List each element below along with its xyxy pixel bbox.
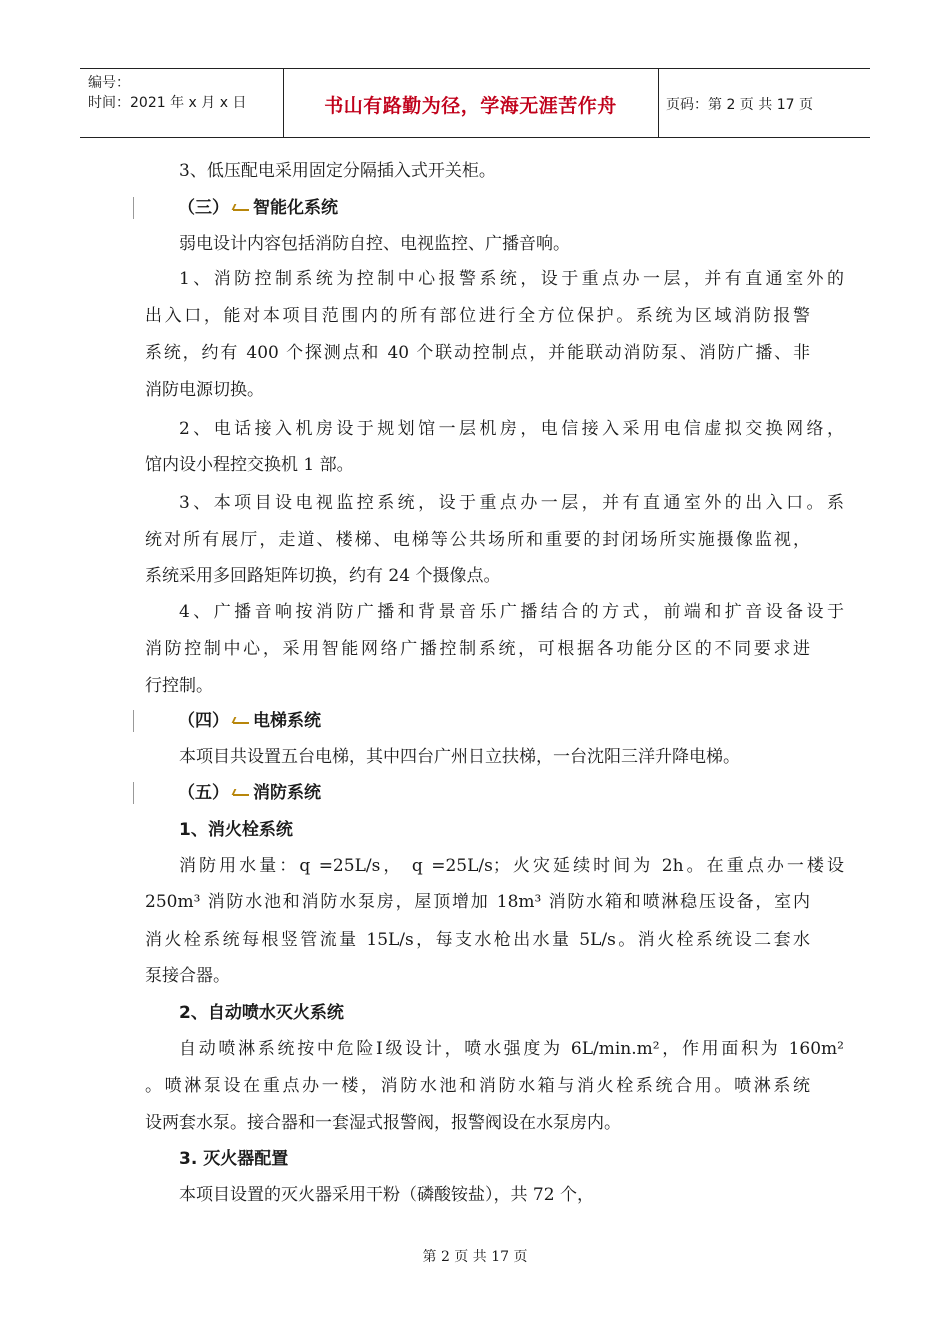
paragraph-line: 本项目共设置五台电梯，其中四台广州日立扶梯，一台沈阳三洋升降电梯。 bbox=[179, 747, 740, 767]
page-header bbox=[80, 68, 870, 138]
paragraph-line: 3、低压配电采用固定分隔插入式开关柜。 bbox=[179, 161, 496, 181]
paragraph-line: 4、广播音响按消防广播和背景音乐广播结合的方式，前端和扩音设备设于 bbox=[179, 602, 844, 622]
section-heading-intelligent bbox=[178, 197, 338, 219]
paragraph-line: 自动喷淋系统按中危险Ⅰ级设计，喷水强度为 6L/min.m²，作用面积为 160m² bbox=[179, 1039, 844, 1059]
section-number: （四） bbox=[178, 711, 229, 731]
paragraph-line: 出入口，能对本项目范围内的所有部位进行全方位保护。系统为区域消防报警 bbox=[145, 306, 810, 326]
section-number: （五） bbox=[178, 783, 229, 803]
section-heading-elevator bbox=[178, 710, 321, 732]
time-label: 时间：2021 年 x 月 x 日 bbox=[88, 95, 247, 111]
comment-arrow-icon bbox=[231, 715, 251, 727]
section-title: 消防系统 bbox=[253, 783, 321, 803]
paragraph-line: 系统，约有 400 个探测点和 40 个联动控制点，并能联动消防泵、消防广播、非 bbox=[145, 343, 810, 363]
paragraph-line: 设两套水泵。接合器和一套湿式报警阀，报警阀设在水泵房内。 bbox=[145, 1113, 621, 1133]
paragraph-line: 消防控制中心，采用智能网络广播控制系统，可根据各功能分区的不同要求进 bbox=[145, 639, 810, 659]
paragraph-line: 2、电话接入机房设于规划馆一层机房，电信接入采用电信虚拟交换网络， bbox=[179, 419, 844, 439]
subsection-heading: 3. 灭火器配置 bbox=[179, 1149, 289, 1169]
paragraph-line: 弱电设计内容包括消防自控、电视监控、广播音响。 bbox=[179, 234, 570, 254]
section-title: 电梯系统 bbox=[253, 711, 321, 731]
paragraph-line: 泵接合器。 bbox=[145, 966, 230, 986]
paragraph-line: 消防电源切换。 bbox=[145, 380, 264, 400]
section-heading-fire bbox=[178, 782, 321, 804]
paragraph-line: 消火栓系统每根竖管流量 15L/s，每支水枪出水量 5L/s。消火栓系统设二套水 bbox=[145, 930, 810, 950]
paragraph-line: 1、消防控制系统为控制中心报警系统，设于重点办一层，并有直通室外的 bbox=[179, 269, 844, 289]
header-motto: 书山有路勤为径，学海无涯苦作舟 bbox=[324, 95, 617, 117]
revision-marker bbox=[133, 197, 134, 219]
header-divider bbox=[658, 69, 659, 137]
paragraph-line: 本项目设置的灭火器采用干粉（磷酸铵盐），共 72 个， bbox=[179, 1185, 594, 1205]
revision-marker bbox=[133, 710, 134, 732]
comment-arrow-icon bbox=[231, 787, 251, 799]
comment-arrow-icon bbox=[231, 202, 251, 214]
header-page-info: 页码：第 2 页 共 17 页 bbox=[666, 97, 813, 113]
header-meta bbox=[88, 73, 278, 113]
paragraph-line: 行控制。 bbox=[145, 676, 213, 696]
section-number: （三） bbox=[178, 198, 229, 218]
paragraph-line: 3、本项目设电视监控系统，设于重点办一层，并有直通室外的出入口。系 bbox=[179, 493, 844, 513]
page-footer: 第 2 页 共 17 页 bbox=[422, 1249, 528, 1265]
paragraph-line: 。喷淋泵设在重点办一楼，消防水池和消防水箱与消火栓系统合用。喷淋系统 bbox=[145, 1076, 810, 1096]
paragraph-line: 系统采用多回路矩阵切换，约有 24 个摄像点。 bbox=[145, 566, 501, 586]
paragraph-line: 馆内设小程控交换机 1 部。 bbox=[145, 455, 354, 475]
paragraph-line: 统对所有展厅，走道、楼梯、电梯等公共场所和重要的封闭场所实施摄像监视， bbox=[145, 530, 810, 550]
number-label: 编号： bbox=[88, 75, 130, 91]
subsection-heading: 1、消火栓系统 bbox=[179, 820, 293, 840]
paragraph-line: 250m³ 消防水池和消防水泵房，屋顶增加 18m³ 消防水箱和喷淋稳压设备，室内 bbox=[145, 892, 810, 912]
revision-marker bbox=[133, 782, 134, 804]
paragraph-line: 消防用水量：q =25L/s， q =25L/s；火灾延续时间为 2h。在重点办一楼设 bbox=[179, 856, 844, 876]
subsection-heading: 2、自动喷水灭火系统 bbox=[179, 1003, 344, 1023]
section-title: 智能化系统 bbox=[253, 198, 338, 218]
